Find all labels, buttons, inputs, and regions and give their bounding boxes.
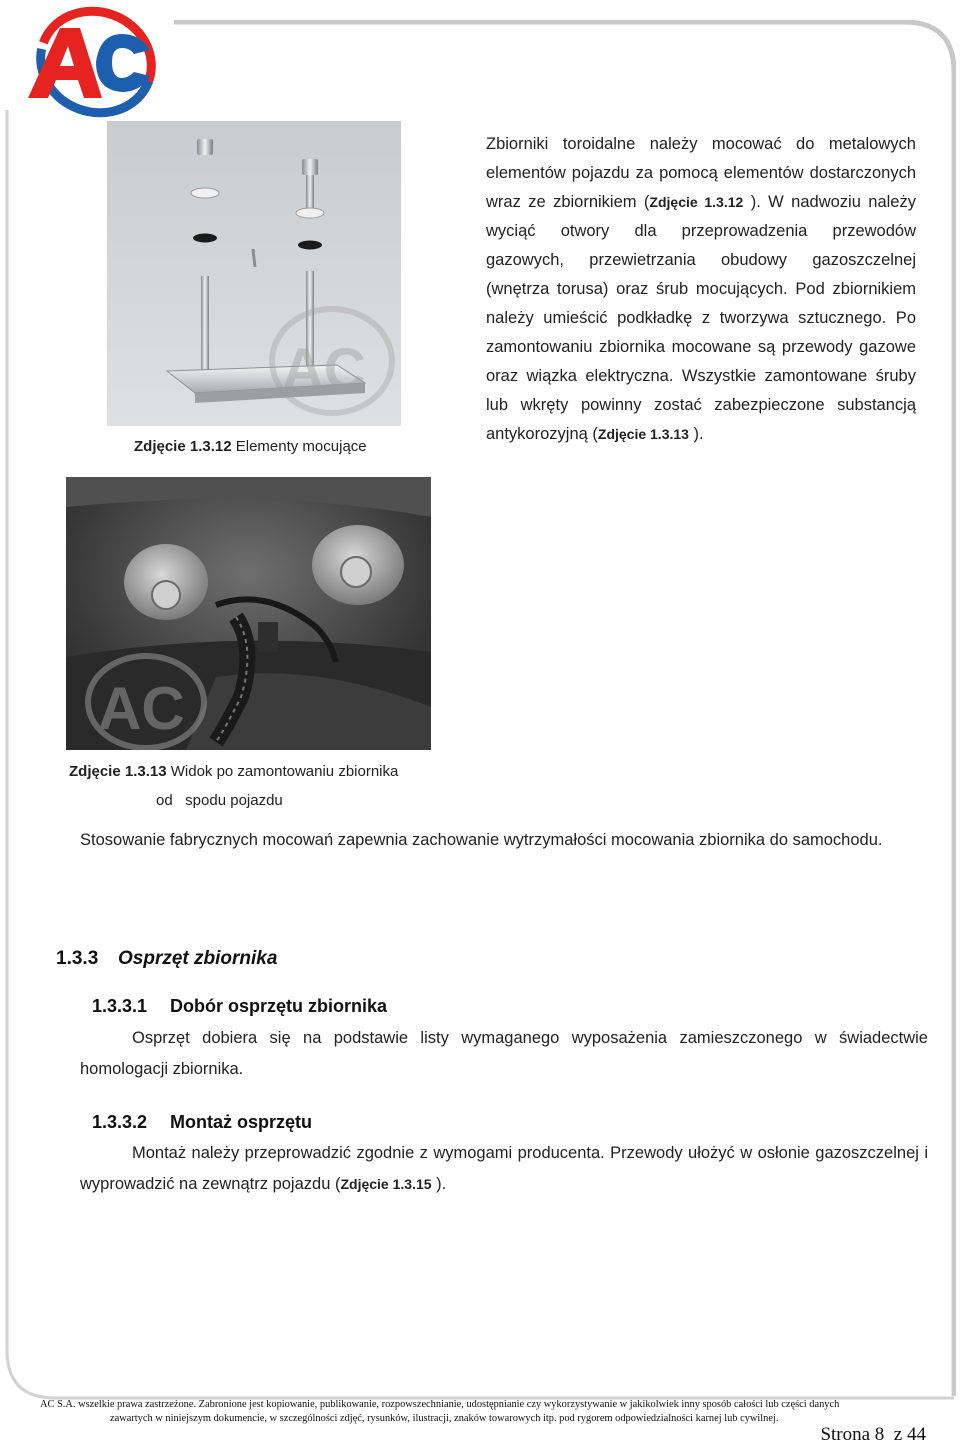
subsection-2-heading (92, 1112, 312, 1133)
subsection-1-number: 1.3.3.1 (92, 996, 148, 1016)
factory-mounting-paragraph: Stosowanie fabrycznych mocowań zapewnia zachowanie wytrzymałości mocowania zbiornika do samochodu. (80, 831, 883, 849)
mounting-elements-photo (107, 121, 401, 426)
ac-logo (22, 6, 158, 118)
paragraph-1-end: ). (688, 425, 704, 443)
subsection-1-title: Dobór osprzętu zbiornika (170, 996, 388, 1016)
subsection-2-number: 1.3.3.2 (92, 1112, 148, 1132)
figure-13-caption-line2: od spodu pojazdu (156, 792, 283, 809)
paragraph-1-text-cont: ). W nadwoziu należy wyciąć otwory dla przeprowadzenia przewodów gazowych, przewietrzania obudowy gazoszczelnej (wnętrza torusa) oraz śrub mocujących. Pod zbiornikiem należy umieścić podkładkę z tworzywa sztucznego. Po zamontowaniu zbiornika mocowane są przewody gazowe oraz wiązka elektryczna. Wszystkie zamontowane śruby lub wkręty powinny zostać zabezpieczone substancją antykorozyjną ( (486, 193, 916, 443)
figure-ref-12: Zdjęcie 1.3.12 (649, 194, 744, 210)
section-title: Osprzęt zbiornika (118, 948, 278, 969)
svg-text:AC: AC (98, 675, 185, 742)
paragraph-1-text: Zbiorniki toroidalne należy mocować do metalowych elementów pojazdu za pomocą elementów dostarczonych wraz ze zbiornikiem ( (486, 135, 916, 211)
subsection-2-text-a: Montaż należy przeprowadzić zgodnie z wymogami producenta. Przewody ułożyć w osłonie gazoszczelnej i wyprowadzić na zewnątrz pojazdu ( (80, 1144, 928, 1193)
copyright-notice (40, 1398, 940, 1426)
svg-text:AC: AC (282, 337, 366, 402)
figure-13-caption (69, 762, 398, 782)
figure-13-text: Widok po zamontowaniu zbiornika (170, 763, 399, 780)
figure-13-label: Zdjęcie 1.3.13 (69, 763, 167, 780)
copyright-line-2: zawartych w niniejszym dokumencie, w szczególności zdjęć, rysunków, ilustracji, znaków towarowych itp. pod rygorem odpowiedzialności karnej lub cywilnej. (110, 1413, 779, 1424)
subsection-1-text: Osprzęt dobiera się na podstawie listy wymaganego wyposażenia zamieszczonego w świadectwie homologacji zbiornika. (80, 1029, 928, 1078)
figure-ref-13: Zdjęcie 1.3.13 (597, 426, 689, 442)
figure-12-text: Elementy mocujące (235, 438, 367, 455)
mounting-paragraph (486, 130, 916, 449)
subsection-2-text (80, 1138, 928, 1200)
figure-ref-15: Zdjęcie 1.3.15 (340, 1176, 432, 1192)
subsection-1-heading (92, 996, 387, 1017)
section-number: 1.3.3 (56, 948, 99, 969)
figure-12-caption (134, 437, 367, 457)
subsection-2-title: Montaż osprzętu (170, 1112, 312, 1132)
figure-12-label: Zdjęcie 1.3.12 (134, 438, 232, 455)
page-number: Strona 8 z 44 (820, 1424, 926, 1445)
subsection-2-text-b: ). (431, 1175, 447, 1193)
section-heading (56, 948, 277, 970)
copyright-line-1: AC S.A. wszelkie prawa zastrzeżone. Zabronione jest kopiowanie, publikowanie, rozpowszechnianie, udostępnianie czy wykorzystywanie w jakikolwiek inny sposób całości lub części danych (40, 1399, 840, 1410)
underside-photo (66, 477, 431, 750)
